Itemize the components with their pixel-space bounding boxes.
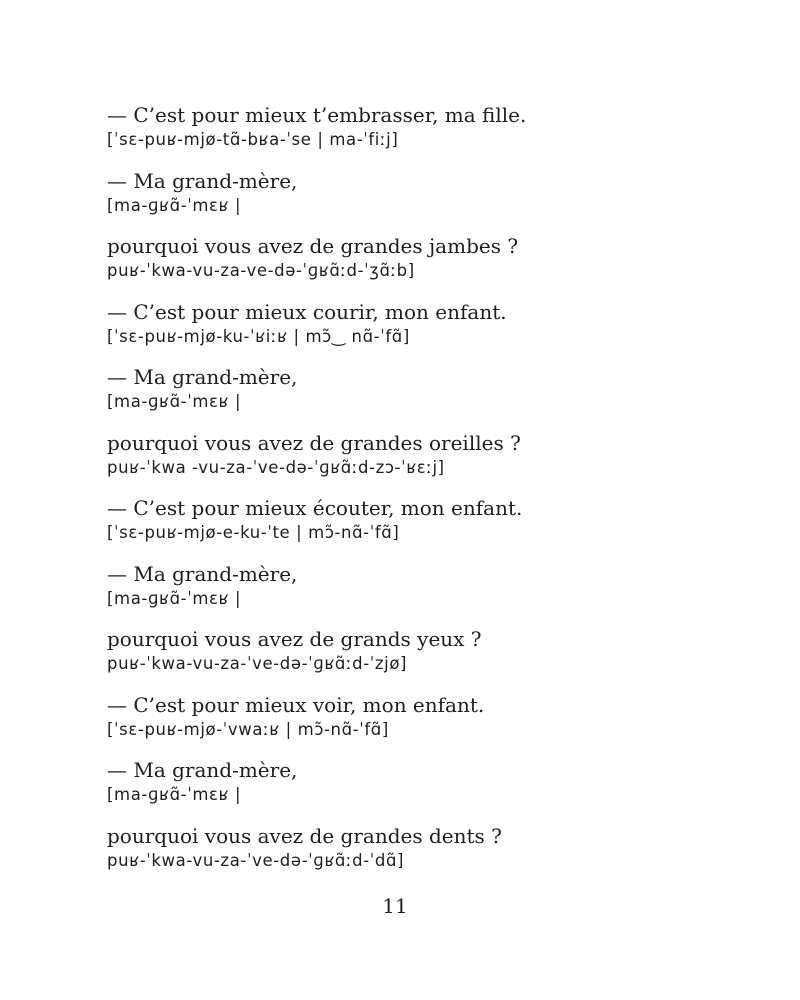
dialogue-entry — [107, 756, 707, 822]
ipa-transcription: [ˈsɛ-puʁ-mjø-ˈvwaːʁ | mɔ̃-nɑ̃-ˈfɑ̃] — [107, 719, 389, 739]
ipa-transcription: [ma-ɡʁɑ̃-ˈmɛʁ | — [107, 195, 242, 215]
dialogue-line: — C’est pour mieux t’embrasser, ma fille. — [107, 103, 527, 127]
dialogue-line: pourquoi vous avez de grandes dents ? — [107, 823, 502, 848]
dialogue-line: pourquoi vous avez de grandes oreilles ? — [107, 430, 521, 455]
dialogue-entry — [107, 822, 707, 888]
ipa-transcription: puʁ-ˈkwa-vu-za-ˈve-də-ˈɡʁɑ̃ːd-ˈzjø] — [107, 654, 408, 673]
ipa-transcription: puʁ-ˈkwa-vu-za-ve-də-ˈɡʁɑ̃ːd-ˈʒɑ̃ːb] — [107, 261, 415, 280]
ipa-transcription: [ˈsɛ-puʁ-mjø-ku-ˈʁiːʁ | mɔ̃‿ nɑ̃-ˈfɑ̃] — [107, 326, 410, 346]
dialogue-line: — Ma grand-mère, — [107, 561, 298, 586]
dialogue-entry — [107, 429, 707, 495]
dialogue-entry — [107, 232, 707, 298]
dialogue-line: pourquoi vous avez de grandes jambes ? — [107, 234, 519, 258]
ipa-transcription: puʁ-ˈkwa-vu-za-ˈve-də-ˈɡʁɑ̃ːd-ˈdɑ̃] — [107, 850, 405, 870]
dialogue-entry — [107, 167, 707, 233]
dialogue-entry — [107, 560, 707, 626]
dialogue-entry — [107, 298, 707, 364]
dialogue-entry — [107, 363, 707, 429]
ipa-transcription: [ˈsɛ-puʁ-mjø-e-ku-ˈte | mɔ̃-nɑ̃-ˈfɑ̃] — [107, 523, 400, 542]
page-number: 11 — [382, 894, 408, 918]
ipa-transcription: [ma-ɡʁɑ̃-ˈmɛʁ | — [107, 785, 242, 804]
ipa-transcription: [ma-ɡʁɑ̃-ˈmɛʁ | — [107, 392, 242, 411]
dialogue-entry — [107, 494, 707, 560]
ipa-transcription: [ma-ɡʁɑ̃-ˈmɛʁ | — [107, 588, 242, 608]
dialogue-line: — C’est pour mieux voir, mon enfant. — [107, 692, 485, 717]
dialogue-line: — Ma grand-mère, — [107, 168, 298, 193]
dialogue-entry — [107, 625, 707, 691]
dialogue-entry — [107, 691, 707, 757]
page-body — [107, 101, 707, 887]
dialogue-line: — Ma grand-mère, — [107, 758, 298, 782]
dialogue-line: — C’est pour mieux courir, mon enfant. — [107, 299, 507, 324]
dialogue-line: — C’est pour mieux écouter, mon enfant. — [107, 496, 523, 520]
dialogue-line: pourquoi vous avez de grands yeux ? — [107, 627, 482, 651]
ipa-transcription: [ˈsɛ-puʁ-mjø-tɑ̃-bʁa-ˈse | ma-ˈfiːj] — [107, 130, 399, 149]
dialogue-entry — [107, 101, 707, 167]
ipa-transcription: puʁ-ˈkwa -vu-za-ˈve-də-ˈɡʁɑ̃ːd-zɔ-ˈʁɛːj] — [107, 457, 445, 477]
dialogue-line: — Ma grand-mère, — [107, 365, 298, 389]
